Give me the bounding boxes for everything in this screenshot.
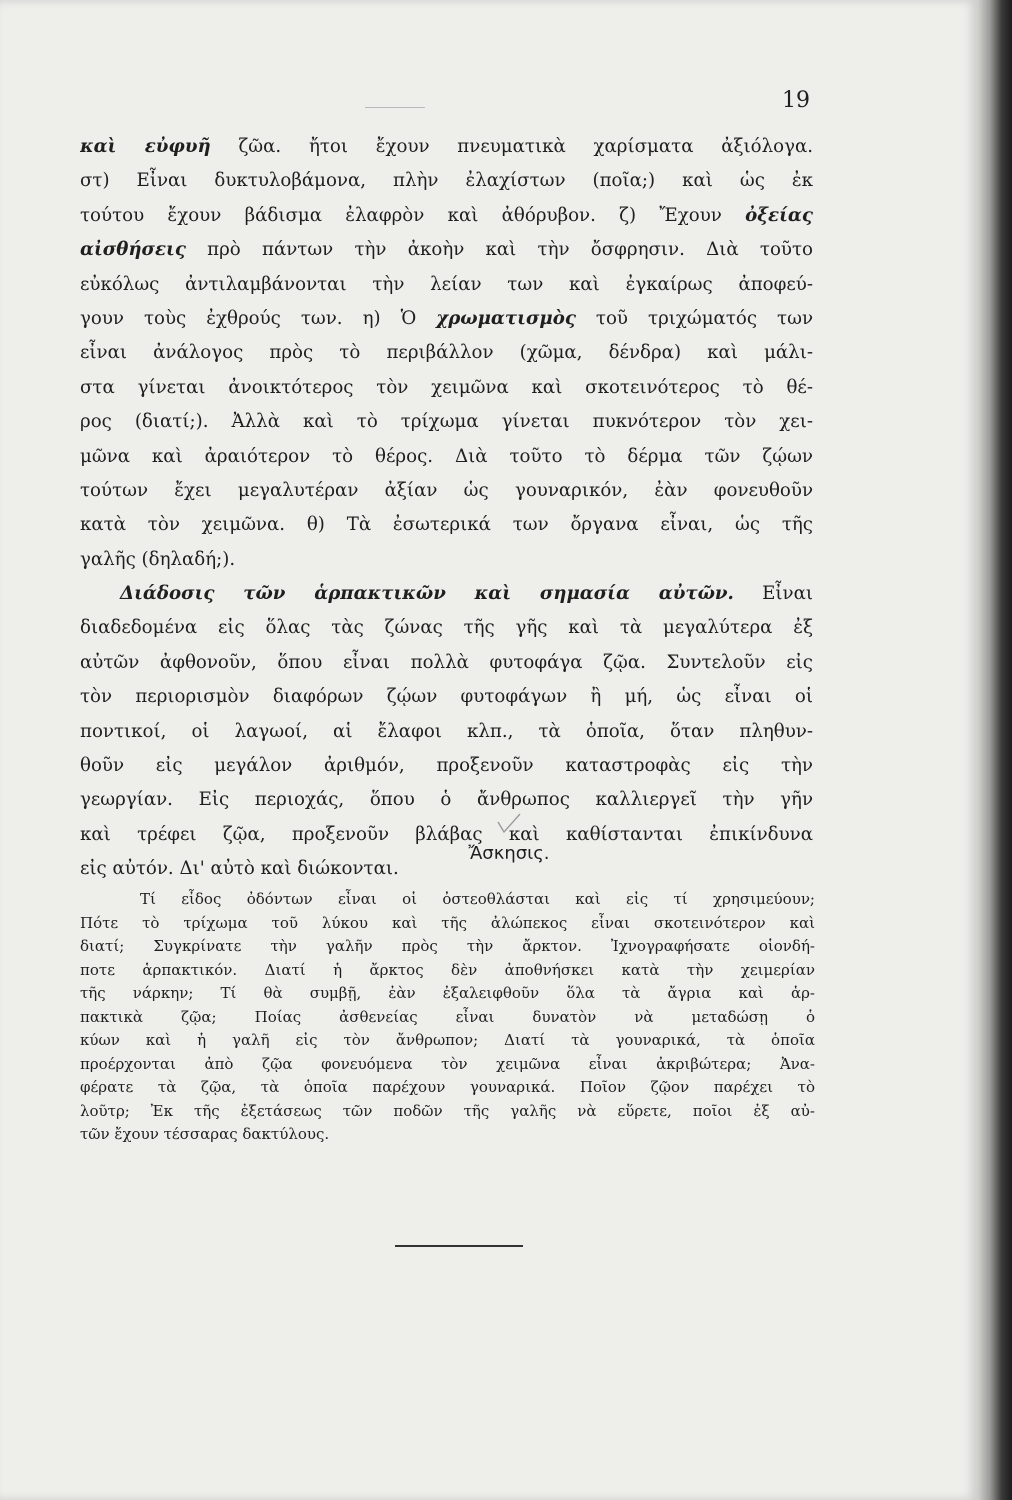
- text-line: [80, 680, 813, 714]
- text-span: εἰς αὐτόν. Δι' αὐτὸ καὶ διώκονται.: [80, 858, 399, 880]
- text-span: εὐκόλως ἀντιλαμβάνονται τὴν λείαν των καὶ ἐγκαίρως ἀποφεύ-: [80, 273, 813, 295]
- text-line: [80, 611, 813, 645]
- emphasized-text: Διάδοσις τῶν ἁρπακτικῶν καὶ σημασία αὐτῶν.: [120, 583, 734, 605]
- text-line: [80, 164, 813, 198]
- exercise-line: φέρατε τὰ ζῷα, τὰ ὁποῖα παρέχουν γουναρικά. Ποῖον ζῷον παρέχει τὸ: [80, 1078, 815, 1096]
- bottom-rule: [395, 1245, 523, 1247]
- text-span: Εἶναι: [733, 583, 813, 605]
- text-span: αὐτῶν ἀφθονοῦν, ὅπου εἶναι πολλὰ φυτοφάγα ζῷα. Συντελοῦν εἰς: [80, 651, 813, 673]
- text-line: [80, 749, 813, 783]
- text-line: [80, 405, 813, 439]
- text-line: [80, 302, 813, 336]
- text-line: [80, 336, 813, 370]
- exercise-line: Πότε τὸ τρίχωμα τοῦ λύκου καὶ τῆς ἀλώπεκος εἶναι σκοτεινότερον καὶ: [80, 913, 815, 932]
- text-line: [80, 371, 813, 405]
- exercise-line: ποτε ἁρπακτικόν. Διατί ἡ ἄρκτος δὲν ἀποθνήσκει κατὰ τὴν χειμερίαν: [80, 960, 815, 979]
- top-rule: [365, 107, 425, 108]
- text-span: ζῶα. ἤτοι ἔχουν πνευματικὰ χαρίσματα ἀξιόλογα.: [210, 136, 813, 157]
- pencil-check-mark: [496, 812, 522, 836]
- exercise-line: πακτικὰ ζῷα; Ποίας ἀσθενείας εἶναι δυνατὸν νὰ μεταδώσῃ ὁ: [80, 1007, 815, 1026]
- exercise-line: διατί; Συγκρίνατε τὴν γαλῆν πρὸς τὴν ἄρκτον. Ἰχνογραφήσατε οἱονδή-: [80, 937, 815, 955]
- text-line: [80, 268, 813, 302]
- text-span: γουν τοὺς ἐχθρούς των. η) Ὁ: [80, 307, 437, 329]
- text-span: καὶ τρέφει ζῷα, προξενοῦν βλάβας καὶ καθίστανται ἐπικίνδυνα: [80, 823, 813, 845]
- text-span: γαλῆς (δηλαδή;).: [80, 548, 236, 570]
- text-span: θοῦν εἰς μεγάλον ἀριθμόν, προξενοῦν καταστροφὰς εἰς τὴν: [80, 755, 813, 777]
- exercise-line: Τί εἶδος ὀδόντων εἶναι οἱ ὀστεοθλάσται καὶ εἰς τί χρησιμεύουν;: [140, 890, 815, 908]
- text-span: τὸν περιορισμὸν διαφόρων ζῴων φυτοφάγων ἢ μή, ὡς εἶναι οἱ: [80, 686, 813, 708]
- text-line: [80, 543, 813, 577]
- text-span: στα γίνεται ἀνοικτότερος τὸν χειμῶνα καὶ σκοτεινότερος τὸ θέ-: [80, 376, 813, 398]
- text-line: [80, 783, 813, 817]
- exercise-line: λοῦτρ; Ἐκ τῆς ἐξετάσεως τῶν ποδῶν τῆς γαλῆς νὰ εὕρετε, ποῖοι ἐξ αὐ-: [80, 1101, 815, 1120]
- text-span: μῶνα καὶ ἀραιότερον τὸ θέρος. Διὰ τοῦτο τὸ δέρμα τῶν ζῴων: [80, 445, 813, 467]
- text-span: γεωργίαν. Εἰς περιοχάς, ὅπου ὁ ἄνθρωπος καλλιεργεῖ τὴν γῆν: [80, 789, 813, 811]
- text-span: διαδεδομένα εἰς ὅλας τὰς ζώνας τῆς γῆς καὶ τὰ μεγαλύτερα ἐξ: [80, 617, 813, 639]
- text-line: [80, 474, 813, 508]
- text-line: [80, 130, 813, 164]
- body-text: [80, 130, 813, 887]
- emphasized-text: χρωματισμὸς: [436, 307, 576, 329]
- emphasized-text: καὶ εὐφυῆ: [80, 136, 211, 157]
- text-span: πρὸ πάντων τὴν ἀκοὴν καὶ τὴν ὄσφρησιν. Διὰ τοῦτο: [185, 239, 813, 261]
- text-span: κατὰ τὸν χειμῶνα. θ) Τὰ ἐσωτερικά των ὄργανα εἶναι, ὡς τῆς: [80, 514, 813, 536]
- text-line: [80, 440, 813, 474]
- exercise-line: κύων καὶ ἡ γαλῆ εἰς τὸν ἄνθρωπον; Διατί τὰ γουναρικά, τὰ ὁποῖα: [80, 1031, 815, 1049]
- text-span: ποντικοί, οἱ λαγωοί, αἱ ἔλαφοι κλπ., τὰ ὁποῖα, ὅταν πληθυν-: [80, 720, 813, 742]
- book-spine: [978, 0, 1012, 1500]
- exercise-line: τῶν ἔχουν τέσσαρας δακτύλους.: [80, 1125, 330, 1143]
- text-span: ρος (διατί;). Ἀλλὰ καὶ τὸ τρίχωμα γίνεται πυκνότερον τὸν χει-: [80, 411, 813, 433]
- text-line: [80, 199, 813, 233]
- page-number: 19: [782, 88, 810, 113]
- text-span: τούτων ἔχει μεγαλυτέραν ἀξίαν ὡς γουναρικόν, ἐὰν φονευθοῦν: [80, 479, 813, 501]
- text-line: [80, 577, 813, 611]
- text-span: τοῦ τριχώματός των: [575, 307, 813, 329]
- text-line: [80, 233, 813, 267]
- exercise-heading: [0, 843, 978, 864]
- exercise-line: τῆς νάρκην; Τί θὰ συμβῇ, ἐὰν ἐξαλειφθοῦν ὅλα τὰ ἄγρια καὶ ἁρ-: [80, 984, 815, 1002]
- text-span: τούτου ἔχουν βάδισμα ἐλαφρὸν καὶ ἀθόρυβον. ζ) Ἔχουν: [80, 204, 746, 226]
- text-line: [80, 646, 813, 680]
- emphasized-text: αἰσθήσεις: [80, 239, 186, 261]
- emphasized-text: ὀξείας: [745, 204, 813, 226]
- exercise-line: προέρχονται ἀπὸ ζῷα φονευόμενα τὸν χειμῶνα εἶναι ἀκριβώτερα; Ἀνα-: [80, 1054, 815, 1073]
- exercise-heading-text: Ἄσκησις.: [468, 843, 550, 864]
- text-line: [80, 508, 813, 542]
- text-span: εἶναι ἀνάλογος πρὸς τὸ περιβάλλον (χῶμα, δένδρα) καὶ μάλι-: [80, 342, 813, 364]
- exercise-text: [80, 888, 815, 1147]
- text-line: [80, 715, 813, 749]
- text-span: στ) Εἶναι δυκτυλοβάμονα, πλὴν ἐλαχίστων (ποῖα;) καὶ ὡς ἐκ: [80, 170, 813, 192]
